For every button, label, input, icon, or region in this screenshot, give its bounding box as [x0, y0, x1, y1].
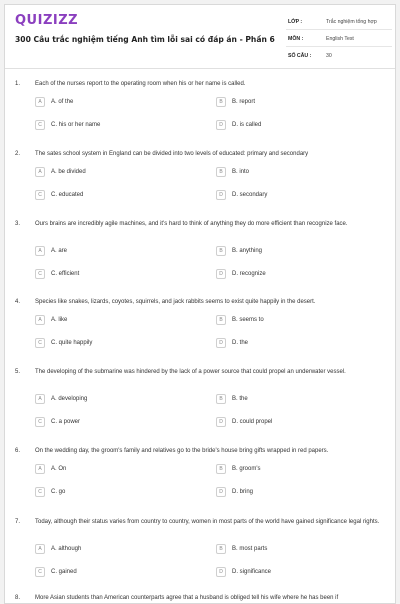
meta-value: 30 — [326, 53, 332, 59]
answer-option[interactable] — [216, 464, 396, 476]
answer-option[interactable] — [216, 394, 396, 406]
option-text: A. although — [51, 546, 82, 552]
answer-option[interactable] — [216, 487, 396, 499]
answer-option[interactable] — [35, 544, 215, 556]
answer-option[interactable] — [35, 394, 215, 406]
option-letter-box: B — [216, 246, 226, 256]
question-number: 7. — [15, 519, 21, 525]
question-number: 3. — [15, 221, 21, 227]
question-number: 1. — [15, 81, 21, 87]
answer-option[interactable] — [35, 269, 215, 281]
option-text: B. the — [232, 396, 248, 402]
option-letter-box: A — [35, 97, 45, 107]
option-letter-box: B — [216, 97, 226, 107]
option-text: C. his or her name — [51, 122, 101, 128]
question-number: 6. — [15, 448, 21, 454]
option-text: C. a power — [51, 419, 81, 425]
option-text: A. like — [51, 317, 68, 323]
answer-option[interactable] — [216, 167, 396, 179]
option-text: C. efficient — [51, 271, 80, 277]
option-letter-box: A — [35, 464, 45, 474]
option-letter-box: A — [35, 315, 45, 325]
option-text: B. report — [232, 99, 256, 105]
meta-key: MÔN : — [288, 36, 304, 42]
answer-option[interactable] — [216, 269, 396, 281]
answer-option[interactable] — [216, 246, 396, 258]
answer-option[interactable] — [35, 464, 215, 476]
document-page — [4, 4, 396, 604]
answer-option[interactable] — [216, 315, 396, 327]
answer-option[interactable] — [35, 97, 215, 109]
option-text: D. is called — [232, 122, 262, 128]
option-letter-box: A — [35, 394, 45, 404]
option-text: C. gained — [51, 569, 77, 575]
option-letter-box: D — [216, 417, 226, 427]
option-letter-box: D — [216, 190, 226, 200]
option-text: D. recognize — [232, 271, 266, 277]
option-letter-box: C — [35, 338, 45, 348]
question-number: 5. — [15, 369, 21, 375]
answer-option[interactable] — [216, 338, 396, 350]
answer-option[interactable] — [35, 417, 215, 429]
question-number: 8. — [15, 595, 21, 601]
option-text: A. are — [51, 248, 68, 254]
option-text: B. seems to — [232, 317, 264, 323]
answer-option[interactable] — [216, 190, 396, 202]
answer-option[interactable] — [35, 315, 215, 327]
option-letter-box: C — [35, 487, 45, 497]
answer-option[interactable] — [35, 246, 215, 258]
option-letter-box: D — [216, 338, 226, 348]
option-letter-box: D — [216, 487, 226, 497]
question-text: The developing of the submarine was hindered by the lack of a power source that could propel an underwater vessel. — [35, 369, 346, 375]
answer-option[interactable] — [216, 97, 396, 109]
question-text: Today, although their status varies from country to country, women in most parts of the world have gained significance legal rights. — [35, 519, 380, 525]
quizizz-logo: QUIZIZZ — [15, 13, 79, 28]
question-number: 2. — [15, 151, 21, 157]
option-letter-box: C — [35, 269, 45, 279]
option-text: C. go — [51, 489, 66, 495]
meta-row-grade — [286, 13, 392, 30]
meta-key: SỐ CÂU : — [288, 53, 312, 59]
option-letter-box: B — [216, 464, 226, 474]
answer-option[interactable] — [35, 190, 215, 202]
option-text: A. be divided — [51, 169, 86, 175]
meta-value: English Test — [326, 36, 354, 42]
option-text: D. secondary — [232, 192, 268, 198]
option-letter-box: B — [216, 394, 226, 404]
option-text: B. into — [232, 169, 250, 175]
option-text: B. anything — [232, 248, 263, 254]
question-text: On the wedding day, the groom's family and relatives go to the bride's house bring gifts wrapped in red papers. — [35, 448, 329, 454]
option-letter-box: D — [216, 269, 226, 279]
option-text: D. significance — [232, 569, 272, 575]
option-text: C. educated — [51, 192, 84, 198]
option-letter-box: A — [35, 544, 45, 554]
option-letter-box: A — [35, 167, 45, 177]
option-text: D. bring — [232, 489, 254, 495]
answer-option[interactable] — [216, 120, 396, 132]
option-text: A. developing — [51, 396, 88, 402]
option-letter-box: C — [35, 417, 45, 427]
meta-value: Trắc nghiệm tổng hợp — [326, 19, 377, 25]
answer-option[interactable] — [216, 567, 396, 579]
question-text: Ours brains are incredibly agile machines, and it's hard to think of anything they do more efficient than recognize face. — [35, 221, 348, 227]
answer-option[interactable] — [35, 567, 215, 579]
option-text: D. the — [232, 340, 249, 346]
meta-table — [286, 13, 392, 64]
option-text: D. could propel — [232, 419, 273, 425]
option-text: B. most parts — [232, 546, 268, 552]
option-letter-box: D — [216, 120, 226, 130]
option-letter-box: A — [35, 246, 45, 256]
option-letter-box: B — [216, 544, 226, 554]
meta-row-count — [286, 47, 392, 64]
option-text: C. quite happily — [51, 340, 93, 346]
meta-key: LỚP : — [288, 19, 303, 25]
option-letter-box: B — [216, 167, 226, 177]
meta-row-subject — [286, 30, 392, 47]
answer-option[interactable] — [35, 487, 215, 499]
document-header — [5, 5, 395, 69]
answer-option[interactable] — [35, 338, 215, 350]
page-title: 300 Câu trắc nghiệm tiếng Anh tìm lỗi sai có đáp án - Phần 6 — [15, 35, 275, 44]
option-letter-box: C — [35, 190, 45, 200]
option-letter-box: B — [216, 315, 226, 325]
answer-option[interactable] — [216, 417, 396, 429]
option-letter-box: C — [35, 567, 45, 577]
answer-option[interactable] — [35, 120, 215, 132]
option-text: B. groom's — [232, 466, 261, 472]
question-text: Species like snakes, lizards, coyotes, squirrels, and jack rabbits seems to exist quite happily in the desert. — [35, 299, 316, 305]
question-number: 4. — [15, 299, 21, 305]
question-text: The sates school system in England can be divided into two levels of educated: primary and secondary — [35, 151, 309, 157]
answer-option[interactable] — [35, 167, 215, 179]
question-text: More Asian students than American counterparts agree that a husband is obliged tell his wife where he has been if — [35, 595, 339, 601]
option-letter-box: D — [216, 567, 226, 577]
option-text: A. of the — [51, 99, 74, 105]
question-text: Each of the nurses report to the operating room when his or her name is called. — [35, 81, 246, 87]
option-letter-box: C — [35, 120, 45, 130]
option-text: A. On — [51, 466, 67, 472]
answer-option[interactable] — [216, 544, 396, 556]
